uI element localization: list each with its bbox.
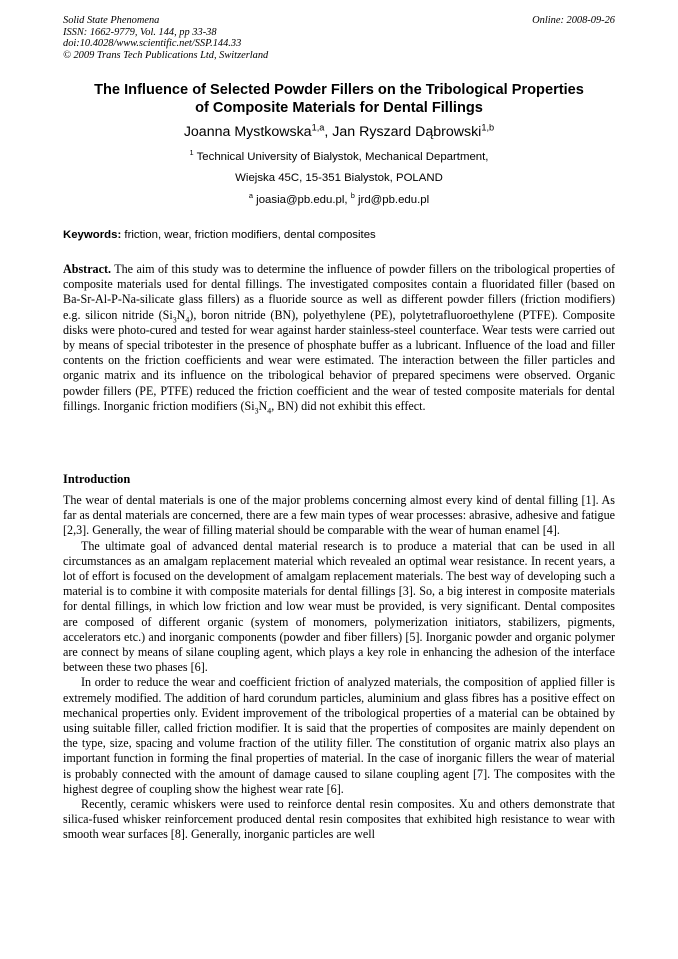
abstract-label: Abstract. [63,262,112,276]
body-paragraph: The wear of dental materials is one of the major problems concerning almost every kind of dental filling [1]. As far as dental materials are concerned, there are a few main types of wear processes: abrasive, adhesive and fatigue [2,3]. Generally, the wear of filling material should be comparable with the wear of human enamel [4]. [63,493,615,538]
affiliation-line-2: Wiejska 45C, 15-351 Bialystok, POLAND [235,172,443,184]
body-paragraph: Recently, ceramic whiskers were used to reinforce dental resin composites. Xu and others demonstrate that silica-fused whisker reinforcement produced dental resin composites that exhibited high resistance to wear with smooth wear surfaces [8]. Generally, inorganic particles are well [63,797,615,842]
abstract-text-3: , BN) did not exhibit this effect. [271,398,426,413]
affiliation-line-1 [40,150,638,164]
formula-element: N [258,398,268,413]
paper-title [50,82,628,117]
email-b: jrd@pb.edu.pl [354,194,430,206]
paper-title-line-2: of Composite Materials for Dental Fillings [195,99,483,116]
email-a: joasia@pb.edu.pl, [253,194,351,206]
body-paragraph: In order to reduce the wear and coefficient friction of analyzed materials, the composition of applied filler is extremely modified. The addition of hard corundum particles, aluminium and glass fibres has a positive effect on mechanical properties only. Evident improvement of the tribological properties of a material can be obtained by using suitable filler, called friction modifier. It is said that the properties of composites are mainly dependent on the type, size, spacing and volume fraction of the utility filler. The constitution of organic matrix also plays an important function in forming the final properties of material. In the case of inorganic fillers the wear of material is probably connected with the amount of damage caused to silane coupling agent [7]. The composites with the highest degree of coupling show the highest wear rate [6]. [63,675,615,796]
author-1: Joanna Mystkowska [183,124,312,140]
keywords-label: Keywords: [63,229,122,241]
author-list [40,123,638,141]
journal-header [63,15,615,61]
journal-copyright: © 2009 Trans Tech Publications Ltd, Switzerland [63,49,269,61]
online-date: Online: 2008-09-26 [532,15,615,26]
author-2-affiliation-mark: 1,b [481,122,495,133]
formula-element: N [176,307,186,322]
affiliation-emails [40,193,638,207]
introduction-heading: Introduction [63,472,131,486]
formula-subscript: 4 [185,315,190,325]
body-paragraph: The ultimate goal of advanced dental material research is to produce a material that can be used in all circumstances as an amalgam replacement material which revealed an optimal wear resistance. In recent years, a lot of effort is focused on the development of amalgam replacement materials. The best way of developing such a material is to combine it with composite materials for dental fillings [3]. So, a big interest in composite materials for dental fillings, in which low friction and low wear must be provided, is very significant. Dental composites are composed of different organic (system of monomers, polymerization initiators, stabilizers, pigments, accelerators etc.) and inorganic components (powder and fiber fillers) [5]. Inorganic powder and organic polymer are connect by means of silane coupling agent, which plays a key role in enhancing the adhesion of the interface between these two phases [6]. [63,538,615,675]
affiliation-mark: 1 [189,148,194,158]
introduction-body [63,493,615,843]
formula-subscript: 3 [172,315,177,325]
formula-subscript: 3 [254,406,259,416]
author-1-affiliation-mark: 1,a [311,122,325,133]
author-2: Jan Ryszard Dąbrowski [332,124,482,140]
journal-name: Solid State Phenomena [63,15,160,26]
abstract [63,262,615,414]
paper-title-line-1: The Influence of Selected Powder Fillers on the Tribological Properties [94,82,584,98]
keywords-text: friction, wear, friction modifiers, dental composites [121,229,376,241]
abstract-text-2: ), boron nitride (BN), polyethylene (PE), polytetrafluoroethylene (PTFE). Composite disks were photo-cured and tested for wear against harder stainless-steel counterface. Wear tests were carried out by means of special tribotester in the presence of phosphate buffer as a lubricant. Influence of the load and filler contents on the friction coefficients and wear were estimated. The interaction between the filler particles and organic matrix and its influence on the tribological behavior of prepared specimens were observed. Organic powder fillers (PE, PTFE) reduced the friction coefficient and the wear of tested composite materials for dental fillings. Inorganic friction modifiers (Si [63,307,615,413]
affiliation-institution: Technical University of Bialystok, Mechanical Department, [193,151,489,163]
abstract-text-1: The aim of this study was to determine the influence of powder fillers on the tribological properties of composite materials used for dental fillings. The investigated composites contain a fluoridated filler (based on Ba-Sr-Al-P-Na-silicate glass fillers) as a fluoride source as well as different powder fillers (friction modifiers) e.g. silicon nitride (Si [63,262,615,322]
email-b-mark: b [350,191,355,201]
journal-issn: ISSN: 1662-9779, Vol. 144, pp 33-38 [63,26,217,38]
formula-subscript: 4 [267,406,272,416]
journal-doi: doi:10.4028/www.scientific.net/SSP.144.33 [63,38,242,49]
author-separator: , [324,124,333,140]
email-a-mark: a [248,191,254,201]
keywords [63,228,615,242]
